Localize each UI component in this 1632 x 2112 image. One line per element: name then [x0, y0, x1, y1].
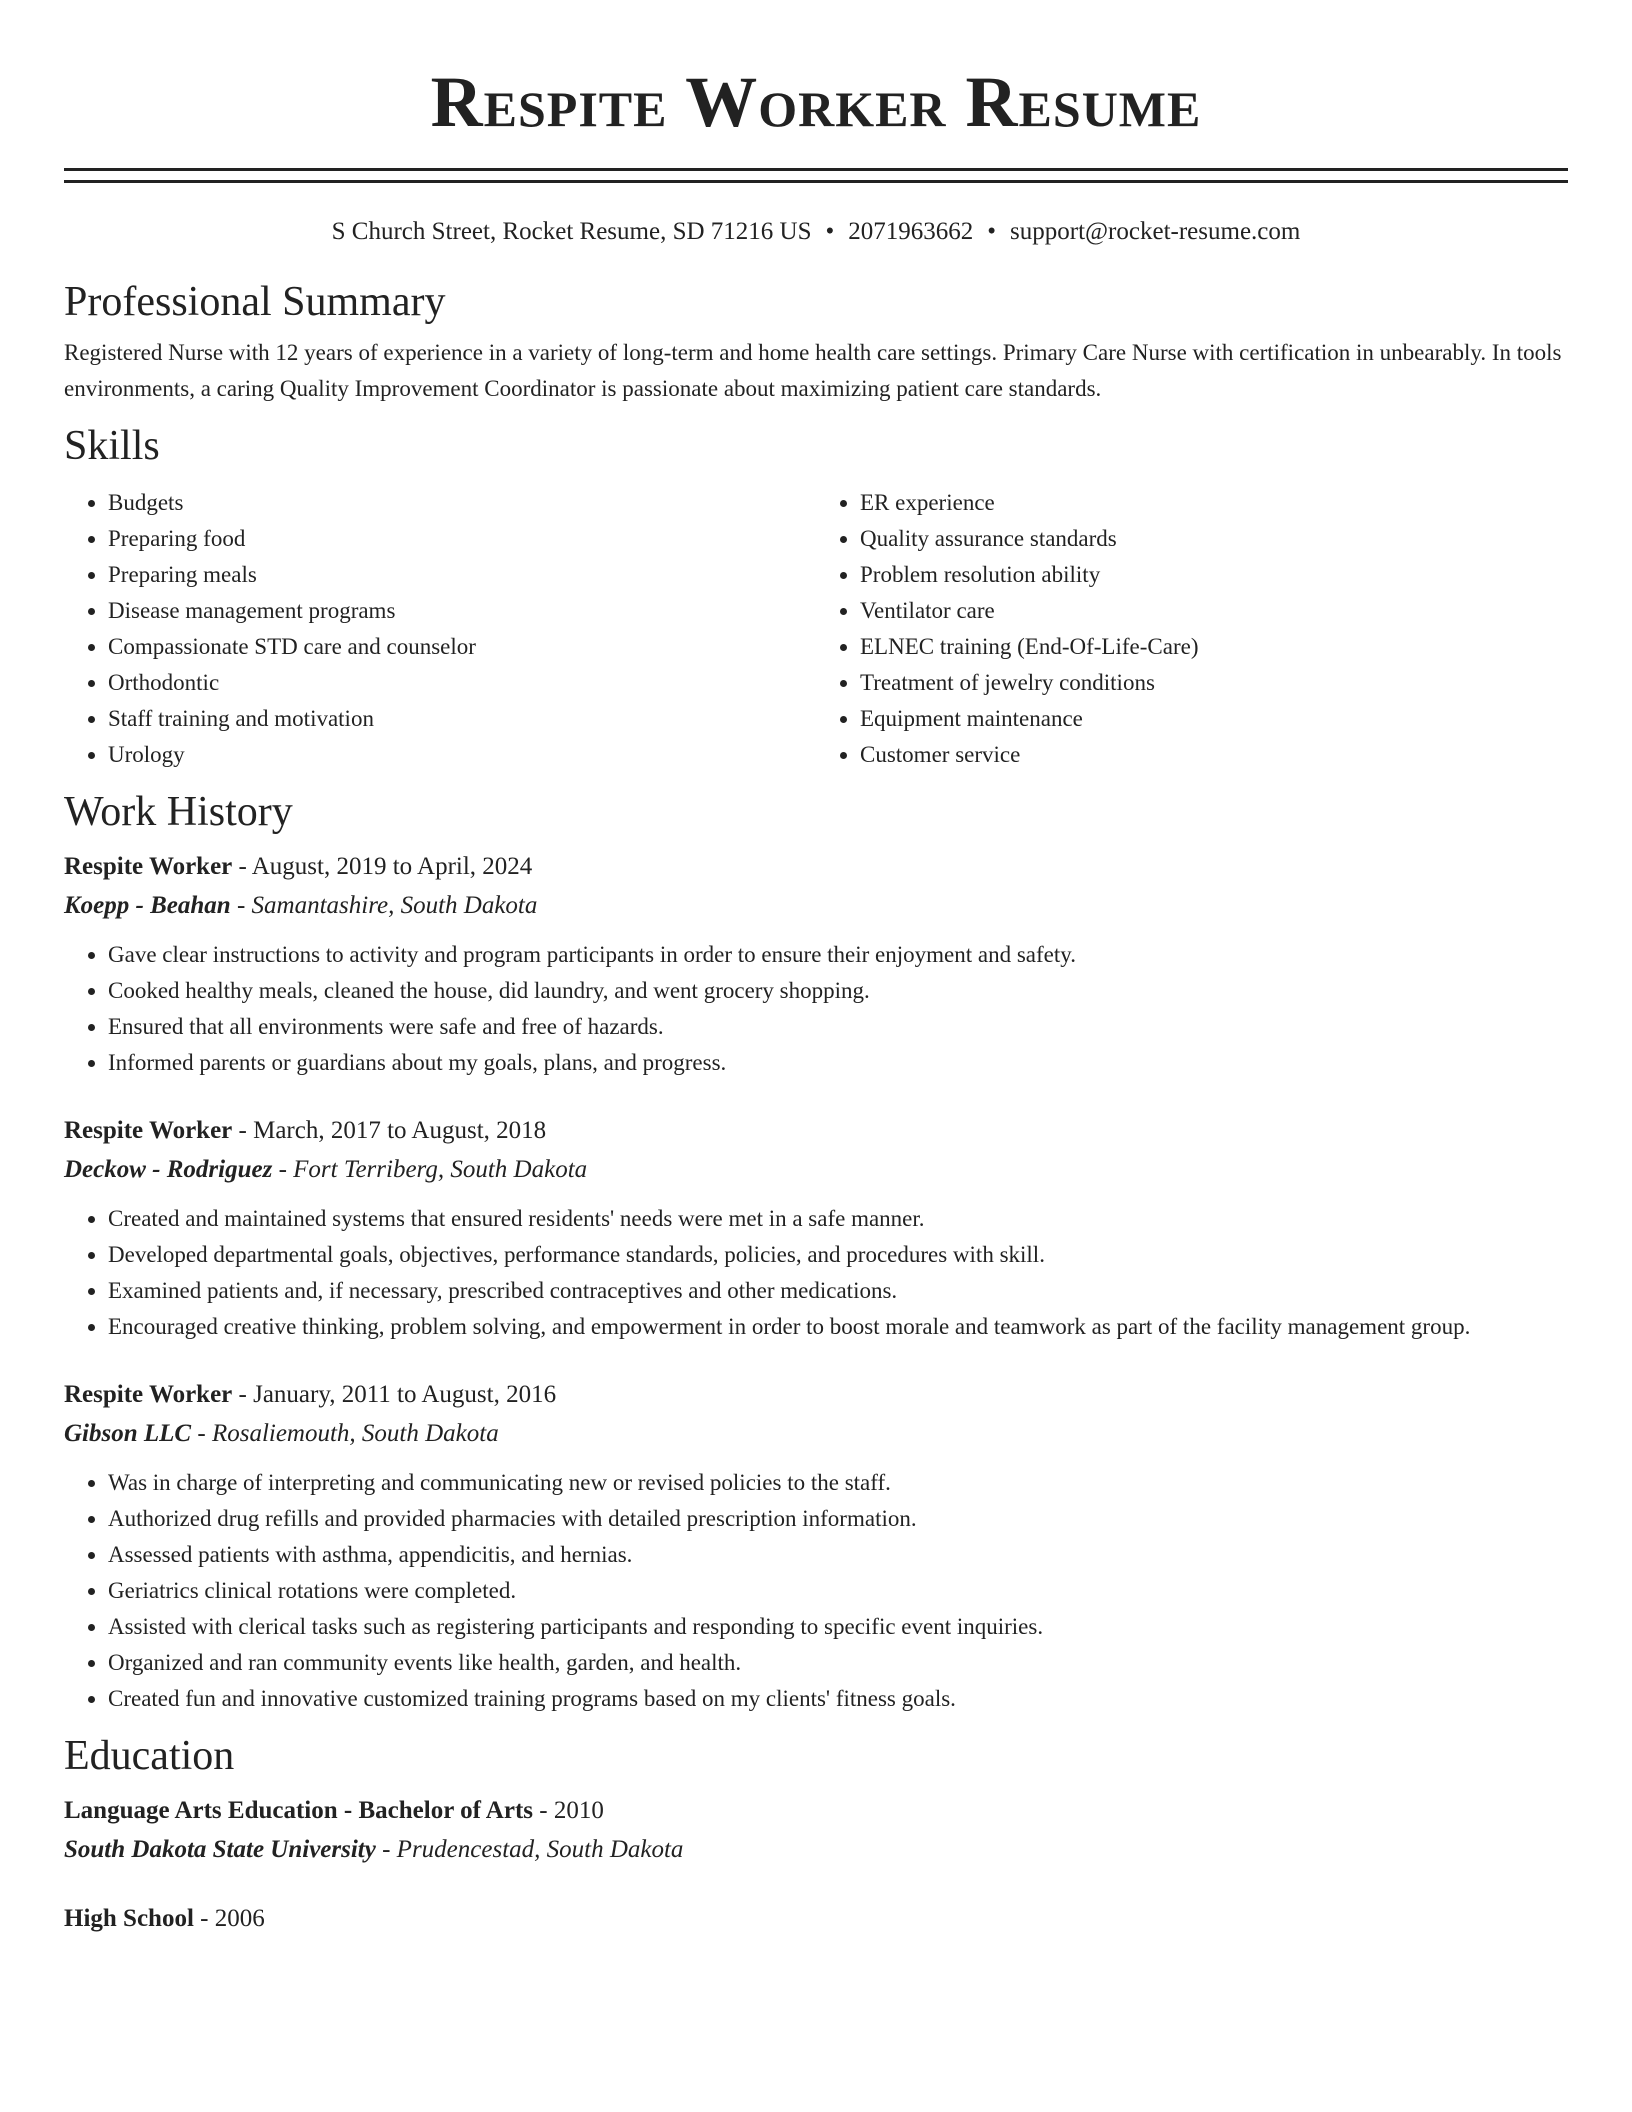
skill-item: • Disease management programs — [108, 593, 816, 629]
job-bullet: • Developed departmental goals, objectives, performance standards, policies, and procedures with skill. — [108, 1237, 1568, 1273]
skill-item: • Treatment of jewelry conditions — [860, 665, 1568, 701]
education-entry: High School - 2006 — [64, 1905, 265, 1932]
job-bullet: • Gave clear instructions to activity and program participants in order to ensure their enjoyment and safety. — [108, 937, 1568, 973]
education-degree: Language Arts Education - Bachelor of Arts — [64, 1797, 533, 1824]
skill-item: • Orthodontic — [108, 665, 816, 701]
job-company: Koepp - Beahan — [64, 892, 231, 919]
education-degree: High School — [64, 1905, 194, 1932]
job-entry: Respite Worker - January, 2011 to August, 2016 Gibson LLC - Rosaliemouth, South Dakota • Was in charge of interpreting and communicating new or revised policies to the staff. • Authorized drug refills and provided pharmacies with detailed prescription information. • Assessed patients with asthma, appendicitis, and hernias. • Geriatrics clinical rotations were completed. • Assisted with clerical tasks such as registering participants and responding to specific event inquiries. • Organized and ran community events like health, garden, and health. • Created fun and innovative customized training programs based on my clients' fitness goals. — [64, 1375, 1568, 1717]
resume-page — [64, 0, 1568, 1939]
job-bullet: • Informed parents or guardians about my goals, plans, and progress. — [108, 1045, 1568, 1081]
skills-column-right — [816, 485, 1568, 773]
skills-list — [64, 485, 1568, 773]
work-history-heading: Work History — [64, 789, 293, 835]
skill-item: • Budgets — [108, 485, 816, 521]
skill-item: • Preparing food — [108, 521, 816, 557]
contact-email: support@rocket-resume.com — [1010, 218, 1301, 245]
job-bullet: • Created fun and innovative customized training programs based on my clients' fitness goals. — [108, 1681, 1568, 1717]
education-heading: Education — [64, 1733, 235, 1779]
skills-heading: Skills — [64, 423, 160, 469]
job-company: Gibson LLC — [64, 1420, 192, 1447]
title-divider — [64, 168, 1568, 183]
job-title: Respite Worker — [64, 1381, 233, 1408]
job-location: Rosaliemouth, South Dakota — [211, 1420, 499, 1447]
job-bullet: • Was in charge of interpreting and communicating new or revised policies to the staff. — [108, 1465, 1568, 1501]
job-bullet: • Assessed patients with asthma, appendicitis, and hernias. — [108, 1537, 1568, 1573]
skill-item: • ELNEC training (End-Of-Life-Care) — [860, 629, 1568, 665]
skill-item: • Equipment maintenance — [860, 701, 1568, 737]
contact-separator: • — [825, 218, 835, 245]
education-year: 2006 — [214, 1905, 265, 1932]
job-bullet: • Ensured that all environments were safe and free of hazards. — [108, 1009, 1568, 1045]
job-bullet: • Encouraged creative thinking, problem solving, and empowerment in order to boost morale and teamwork as part of the facility management group. — [108, 1309, 1568, 1345]
job-company: Deckow - Rodriguez — [64, 1156, 273, 1183]
skills-column-left — [64, 485, 816, 773]
job-bullet: • Assisted with clerical tasks such as registering participants and responding to specific event inquiries. — [108, 1609, 1568, 1645]
job-dates: January, 2011 to August, 2016 — [253, 1381, 557, 1408]
summary-heading: Professional Summary — [64, 279, 446, 325]
job-bullets — [64, 937, 1568, 1081]
skill-item: • Urology — [108, 737, 816, 773]
job-entry: Respite Worker - August, 2019 to April, 2024 Koepp - Beahan - Samantashire, South Dakota • Gave clear instructions to activity and program participants in order to ensure their enjoyment and safety. • Cooked healthy meals, cleaned the house, did laundry, and went grocery shopping. • Ensured that all environments were safe and free of hazards. • Informed parents or guardians about my goals, plans, and progress. — [64, 847, 1568, 1081]
job-title: Respite Worker — [64, 1117, 233, 1144]
job-location: Fort Terriberg, South Dakota — [293, 1156, 588, 1183]
contact-address: S Church Street, Rocket Resume, SD 71216 US — [331, 218, 812, 245]
skill-item: • Compassionate STD care and counselor — [108, 629, 816, 665]
job-location: Samantashire, South Dakota — [251, 892, 538, 919]
job-bullet: • Organized and ran community events like health, garden, and health. — [108, 1645, 1568, 1681]
job-dates: March, 2017 to August, 2018 — [253, 1117, 547, 1144]
education-entry: Language Arts Education - Bachelor of Arts - 2010 South Dakota State University - Prudencestad, South Dakota — [64, 1797, 684, 1863]
job-dates: August, 2019 to April, 2024 — [251, 853, 533, 880]
skill-item: • Ventilator care — [860, 593, 1568, 629]
job-bullet: • Authorized drug refills and provided pharmacies with detailed prescription information. — [108, 1501, 1568, 1537]
skill-item: • Staff training and motivation — [108, 701, 816, 737]
skill-item: • Quality assurance standards — [860, 521, 1568, 557]
job-bullet: • Created and maintained systems that ensured residents' needs were met in a safe manner. — [108, 1201, 1568, 1237]
job-bullets — [64, 1465, 1568, 1717]
contact-line — [64, 215, 1568, 249]
job-bullet: • Cooked healthy meals, cleaned the house, did laundry, and went grocery shopping. — [108, 973, 1568, 1009]
skill-item: • Customer service — [860, 737, 1568, 773]
skill-item: • Preparing meals — [108, 557, 816, 593]
job-entry: Respite Worker - March, 2017 to August, 2018 Deckow - Rodriguez - Fort Terriberg, South Dakota • Created and maintained systems that ensured residents' needs were met in a safe manner. • Developed departmental goals, objectives, performance standards, policies, and procedures with skill. • Examined patients and, if necessary, prescribed contraceptives and other medications. • Encouraged creative thinking, problem solving, and empowerment in order to boost morale and teamwork as part of the facility management group. — [64, 1111, 1568, 1345]
education-year: 2010 — [553, 1797, 604, 1824]
contact-separator: • — [987, 218, 997, 245]
job-title: Respite Worker — [64, 853, 233, 880]
job-bullet: • Geriatrics clinical rotations were completed. — [108, 1573, 1568, 1609]
skill-item: • Problem resolution ability — [860, 557, 1568, 593]
education-school: South Dakota State University — [64, 1836, 376, 1863]
education-location: Prudencestad, South Dakota — [396, 1836, 684, 1863]
job-bullets — [64, 1201, 1568, 1345]
job-bullet: • Examined patients and, if necessary, prescribed contraceptives and other medications. — [108, 1273, 1568, 1309]
resume-title: Respite Worker Resume — [430, 62, 1202, 142]
skill-item: • ER experience — [860, 485, 1568, 521]
contact-phone: 2071963662 — [848, 218, 974, 245]
summary-text: Registered Nurse with 12 years of experience in a variety of long-term and home health care settings. Primary Care Nurse with certification in unbearably. In tools environments, a caring Quality Improvement Coordinator is passionate about maximizing patient care standards. — [64, 340, 1562, 401]
